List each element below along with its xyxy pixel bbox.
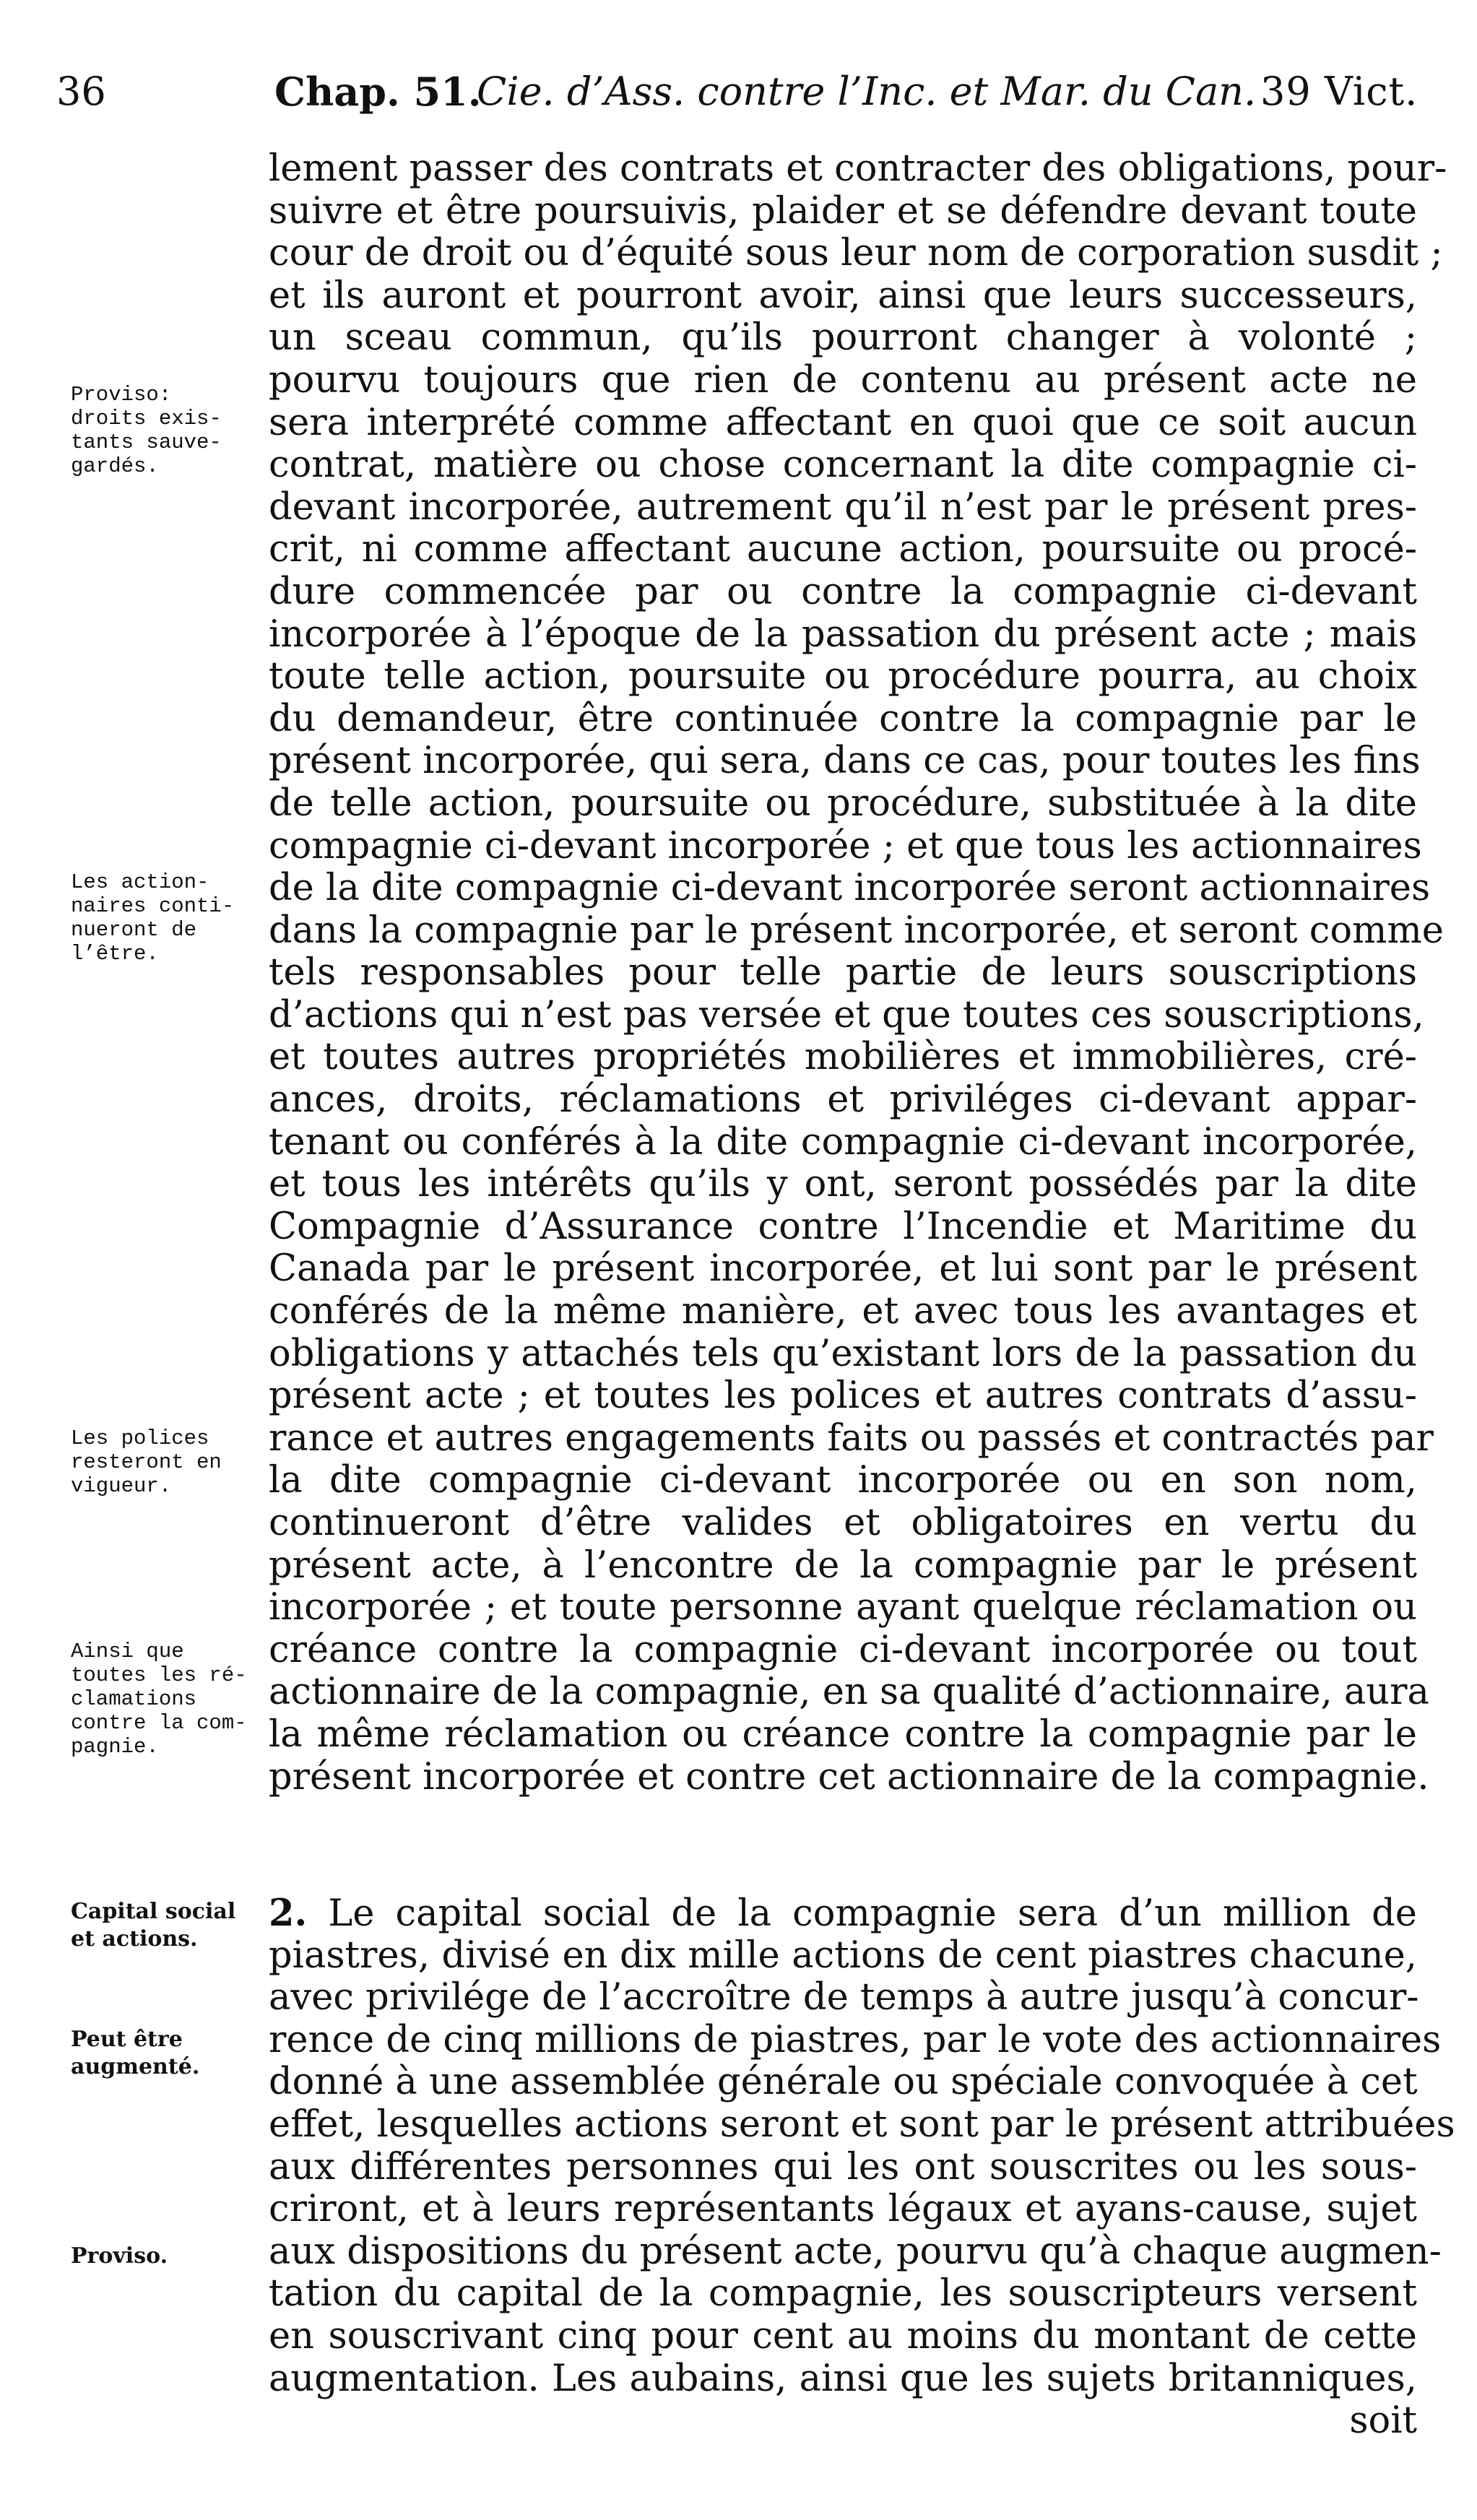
text-line: en souscrivant cinq pour cent au moins du montant de cette bbox=[269, 2314, 1417, 2357]
text-line: créance contre la compagnie ci-devant incorporée ou tout bbox=[269, 1628, 1417, 1671]
text-line: pourvu toujours que rien de contenu au présent acte ne bbox=[269, 358, 1417, 402]
paragraph-continuation bbox=[269, 147, 1447, 1798]
text-line: crit, ni comme affectant aucune action, poursuite ou procé- bbox=[269, 528, 1417, 571]
text-line: suivre et être poursuivis, plaider et se défendre devant toute bbox=[269, 189, 1417, 233]
text-line: devant incorporée, autrement qu’il n’est par le présent pres- bbox=[269, 485, 1417, 529]
text-line: tenant ou conférés à la dite compagnie ci-devant incorporée, bbox=[269, 1120, 1417, 1164]
marginal-note-line: gardés. bbox=[71, 454, 159, 478]
text-line: du demandeur, être continuée contre la compagnie par le bbox=[269, 697, 1417, 740]
catchword: soit bbox=[1349, 2399, 1417, 2443]
text-line: conférés de la même manière, et avec tous les avantages et bbox=[269, 1290, 1417, 1333]
text-line: effet, lesquelles actions seront et sont par le présent attribuées bbox=[269, 2103, 1455, 2146]
marginal-note-line: tants sauve- bbox=[71, 430, 222, 454]
marginal-note-line: et actions. bbox=[71, 1926, 198, 1952]
text-line: et toutes autres propriétés mobilières et immobilières, cré- bbox=[269, 1036, 1417, 1079]
marginal-note-line: contre la com- bbox=[71, 1711, 247, 1735]
marginal-note-line: augmenté. bbox=[71, 2054, 200, 2079]
text-line: rence de cinq millions de piastres, par le vote des actionnaires bbox=[269, 2018, 1442, 2061]
text-line: ances, droits, réclamations et priviléges ci-devant appar- bbox=[269, 1078, 1417, 1122]
section-2 bbox=[269, 1892, 1455, 2443]
text-line: dure commencée par ou contre la compagnie ci-devant bbox=[269, 570, 1417, 613]
text-line: avec privilége de l’accroître de temps à autre jusqu’à concur- bbox=[269, 1976, 1419, 2019]
marginal-note-line: nueront de bbox=[71, 918, 197, 942]
text-line: incorporée à l’époque de la passation du présent acte ; mais bbox=[269, 612, 1417, 656]
text-line: Le capital social de la compagnie sera d’un million de bbox=[328, 1892, 1417, 1935]
marginal-note-line: Les action- bbox=[71, 870, 209, 894]
text-line: contrat, matière ou chose concernant la dite compagnie ci- bbox=[269, 443, 1417, 487]
marginal-note-line: Proviso: bbox=[71, 383, 172, 407]
text-line: la même réclamation ou créance contre la compagnie par le bbox=[269, 1713, 1417, 1756]
marginal-note-line: Ainsi que bbox=[71, 1640, 184, 1663]
marginal-note-line: droits exis- bbox=[71, 407, 222, 430]
page-number: 36 bbox=[56, 69, 106, 114]
text-line: aux dispositions du présent acte, pourvu qu’à chaque augmen- bbox=[269, 2230, 1442, 2273]
text-line: toute telle action, poursuite ou procédure pourra, au choix bbox=[269, 655, 1417, 698]
text-line: rance et autres engagements faits ou passés et contractés par bbox=[269, 1416, 1434, 1460]
marginal-note-line: clamations bbox=[71, 1687, 197, 1711]
text-line: criront, et à leurs représentants légaux et ayans-cause, sujet bbox=[269, 2188, 1417, 2231]
text-line: actionnaire de la compagnie, en sa qualité d’actionnaire, aura bbox=[269, 1671, 1429, 1714]
text-line: augmentation. Les aubains, ainsi que les sujets britanniques, bbox=[269, 2357, 1417, 2400]
text-line: continueront d’être valides et obligatoires en vertu du bbox=[269, 1502, 1417, 1544]
text-line: piastres, divisé en dix mille actions de cent piastres chacune, bbox=[269, 1934, 1417, 1977]
text-line: compagnie ci-devant incorporée ; et que tous les actionnaires bbox=[269, 824, 1422, 867]
marginal-note-line: toutes les ré- bbox=[71, 1663, 247, 1687]
marginal-note-line: Peut être bbox=[71, 2027, 183, 2052]
section-number: 2. bbox=[269, 1892, 308, 1935]
marginal-note-reclamations bbox=[71, 1640, 273, 1759]
marginal-note-line: pagnie. bbox=[71, 1735, 159, 1759]
marginal-note-line: resteront en bbox=[71, 1450, 222, 1474]
text-line: tation du capital de la compagnie, les souscripteurs versent bbox=[269, 2272, 1417, 2316]
text-line: tels responsables pour telle partie de leurs souscriptions bbox=[269, 951, 1417, 995]
running-header bbox=[0, 69, 1477, 126]
text-line: Canada par le présent incorporée, et lui sont par le présent bbox=[269, 1247, 1417, 1291]
marginal-note-line: Proviso. bbox=[71, 2243, 168, 2269]
text-line: de telle action, poursuite ou procédure, substituée à la dite bbox=[269, 781, 1417, 825]
text-line: aux différentes personnes qui les ont souscrites ou les sous- bbox=[269, 2145, 1417, 2188]
marginal-note-line: l’être. bbox=[71, 942, 159, 966]
marginal-note-capital bbox=[71, 1898, 273, 1953]
regnal-year: 39 Vict. bbox=[1260, 69, 1418, 114]
text-line: Compagnie d’Assurance contre l’Incendie et Maritime du bbox=[269, 1205, 1417, 1248]
text-line: sera interprété comme affectant en quoi que ce soit aucun bbox=[269, 401, 1417, 444]
text-line: présent incorporée et contre cet actionnaire de la compagnie. bbox=[269, 1755, 1429, 1798]
running-title: Cie. d’Ass. contre l’Inc. et Mar. du Can. bbox=[477, 69, 1257, 114]
text-line: de la dite compagnie ci-devant incorporée seront actionnaires bbox=[269, 867, 1431, 910]
text-line: donné à une assemblée générale ou spéciale convoquée à cet bbox=[269, 2061, 1418, 2104]
marginal-note-proviso-droits bbox=[71, 383, 273, 478]
text-line: dans la compagnie par le présent incorporée, et seront comme bbox=[269, 909, 1444, 952]
text-line: incorporée ; et toute personne ayant quelque réclamation ou bbox=[269, 1586, 1417, 1629]
text-line: cour de droit ou d’équité sous leur nom de corporation susdit ; bbox=[269, 232, 1443, 275]
text-line: un sceau commun, qu’ils pourront changer à volonté ; bbox=[269, 316, 1417, 360]
text-line: présent acte ; et toutes les polices et autres contrats d’assu- bbox=[269, 1374, 1417, 1418]
chapter-label: Chap. 51. bbox=[274, 69, 482, 115]
text-line: obligations y attachés tels qu’existant lors de la passation du bbox=[269, 1332, 1417, 1375]
text-line: et ils auront et pourront avoir, ainsi que leurs successeurs, bbox=[269, 274, 1417, 317]
marginal-note-polices bbox=[71, 1426, 273, 1498]
text-line: et tous les intérêts qu’ils y ont, seront possédés par la dite bbox=[269, 1163, 1417, 1206]
marginal-note-line: vigueur. bbox=[71, 1474, 172, 1498]
text-line: la dite compagnie ci-devant incorporée ou en son nom, bbox=[269, 1459, 1417, 1502]
marginal-note-augmente bbox=[71, 2026, 273, 2081]
text-line: présent incorporée, qui sera, dans ce cas, pour toutes les fins bbox=[269, 740, 1421, 783]
marginal-note-actionnaires bbox=[71, 870, 273, 966]
section-first-line bbox=[269, 1892, 1417, 1935]
marginal-note-line: Les polices bbox=[71, 1426, 209, 1450]
text-line: lement passer des contrats et contracter des obligations, pour- bbox=[269, 147, 1447, 190]
marginal-note-line: Capital social bbox=[71, 1899, 236, 1924]
marginal-note-line: naires conti- bbox=[71, 894, 235, 918]
text-line: d’actions qui n’est pas versée et que toutes ces souscriptions, bbox=[269, 993, 1424, 1036]
text-line: présent acte, à l’encontre de la compagnie par le présent bbox=[269, 1543, 1417, 1587]
marginal-note-proviso bbox=[71, 2243, 273, 2270]
